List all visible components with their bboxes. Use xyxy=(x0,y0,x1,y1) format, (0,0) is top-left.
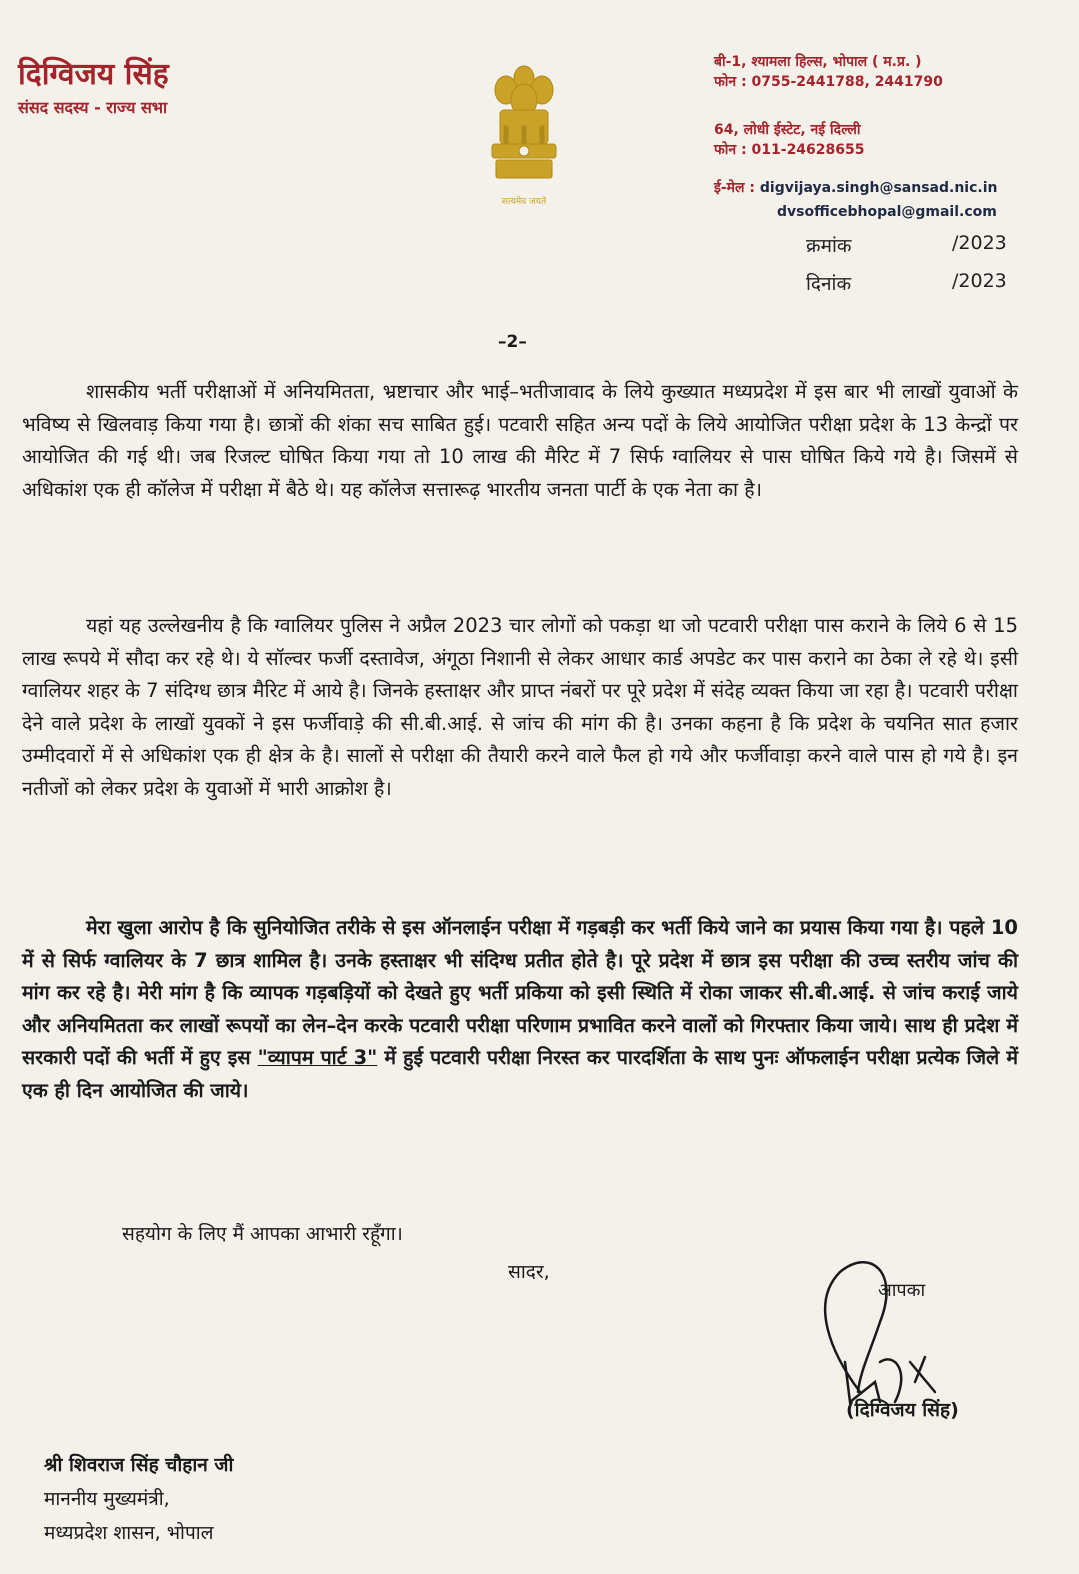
yours-label: आपका xyxy=(878,1280,926,1301)
reference-year: /2023 xyxy=(952,232,1007,254)
email-primary: digvijaya.singh@sansad.nic.in xyxy=(759,180,998,196)
signature-icon xyxy=(800,1242,960,1422)
addressee-office: मध्यप्रदेश शासन, भोपाल xyxy=(44,1522,214,1544)
addressee-block xyxy=(44,1448,233,1550)
date-label: दिनांक xyxy=(806,273,852,295)
paragraph-3 xyxy=(22,912,1018,1107)
paragraph-1: शासकीय भर्ती परीक्षाओं में अनियमितता, भ्रष्टाचार और भाई–भतीजावाद के लिये कुख्यात मध्यप्रदेश में इस बार भी लाखों युवाओं के भविष्य से खिलवाड़ किया गया है। छात्रों की शंका सच साबित हुई। पटवारी सहित अन्य पदों के लिये आयोजित परीक्षा प्रदेश के 13 केन्द्रों पर आयोजित की गई थी। जब रिजल्ट घोषित किया गया तो 10 लाख की मैरिट में 7 सिर्फ ग्वालियर से पास घोषित किये गये है। जिसमें से अधिकांश एक ही कॉलेज में परीक्षा में बैठे थे। यह कॉलेज सत्तारूढ़ भारतीय जनता पार्टी के एक नेता का है। xyxy=(22,380,1018,501)
reference-label: क्रमांक xyxy=(806,235,852,257)
email-label: ई-मेल : xyxy=(714,180,756,196)
emblem-caption: सत्यमेव जयते xyxy=(501,197,547,207)
addressee-name: श्री शिवराज सिंह चौहान जी xyxy=(44,1454,234,1476)
national-emblem-icon xyxy=(476,56,572,216)
sender-name: दिग्विजय सिंह xyxy=(18,57,169,92)
email-line xyxy=(714,178,1064,198)
paragraph-3-part-a: मेरा खुला आरोप है कि सुनियोजित तरीके से इस ऑनलाईन परीक्षा में गड़बड़ी कर भर्ती किये जाने का प्रयास किया गया है। पहले 10 में से सिर्फ ग्वालियर के 7 छात्र शामिल है। उनके हस्ताक्षर भी संदिग्ध प्रतीत होते है। पूरे प्रदेश में छात्र इस परीक्षा की उच्च स्तरीय जांच की मांग कर रहे है। मेरी मांग है कि व्यापक गड़बड़ियों को देखते हुए भर्ती प्रकिया को इसी स्थिति में रोका जाकर सी.बी.आई. से जांच कराई जाये और अनियमितता कर लाखों रूपयों का लेन–देन करके पटवारी परीक्षा परिणाम प्रभावित करने वालों को गिरफ्तार किया जाये। साथ ही प्रदेश में सरकारी पदों की भर्ती में हुए इस xyxy=(22,916,1018,1069)
page-number: –2– xyxy=(498,332,527,352)
sender-designation: संसद सदस्य - राज्य सभा xyxy=(18,98,168,117)
vyapam-quote: "व्यापम पार्ट 3" xyxy=(257,1046,378,1069)
regards-line: सादर, xyxy=(508,1261,550,1283)
bhopal-phone: फोन : 0755-2441788, 2441790 xyxy=(714,74,943,90)
reference-number xyxy=(806,232,1026,258)
email-secondary: dvsofficebhopal@gmail.com xyxy=(777,204,997,220)
date-year: /2023 xyxy=(952,270,1007,292)
delhi-address xyxy=(714,120,1064,160)
delhi-address-line: 64, लोधी ईस्टेट, नई दिल्ली xyxy=(714,122,861,138)
addressee-title: माननीय मुख्यमंत्री, xyxy=(44,1488,170,1510)
paragraph-2: यहां यह उल्लेखनीय है कि ग्वालियर पुलिस ने अप्रैल 2023 चार लोगों को पकड़ा था जो पटवारी परीक्षा पास कराने के लिये 6 से 15 लाख रूपये में सौदा कर रहे थे। ये सॉल्वर फर्जी दस्तावेज, अंगूठा निशानी से लेकर आधार कार्ड अपडेट कर पास कराने का ठेका ले रहे थे। इसी ग्वालियर शहर के 7 संदिग्ध छात्र मैरिट में आये है। जिनके हस्ताक्षर और प्राप्त नंबरों पर पूरे प्रदेश में संदेह व्यक्त किया जा रहा है। पटवारी परीक्षा देने वाले प्रदेश के लाखों युवकों ने इस फर्जीवाड़े की सी.बी.आई. से जांच की मांग की है। उनका कहना है कि प्रदेश के चयनित सात हजार उम्मीदवारों में से अधिकांश एक ही क्षेत्र के है। सालों से परीक्षा की तैयारी करने वाले फैल हो गये और फर्जीवाड़ा करने वाले पास हो गये है। इन नतीजों को लेकर प्रदेश के युवाओं में भारी आक्रोश है। xyxy=(22,614,1018,800)
bhopal-address-line: बी-1, श्यामला हिल्स, भोपाल ( म.प्र. ) xyxy=(714,54,922,70)
bhopal-address xyxy=(714,52,1064,92)
signatory-name: (दिग्विजय सिंह) xyxy=(846,1399,959,1421)
thanks-line: सहयोग के लिए मैं आपका आभारी रहूँगा। xyxy=(122,1223,403,1245)
paragraph-3-part-b: में हुई पटवारी परीक्षा निरस्त कर पारदर्शिता के साथ पुनः ऑफलाईन परीक्षा प्रत्येक जिले में एक ही दिन आयोजित की जाये। xyxy=(22,1046,1019,1102)
delhi-phone: फोन : 011-24628655 xyxy=(714,142,865,158)
letter-date xyxy=(806,270,1026,296)
